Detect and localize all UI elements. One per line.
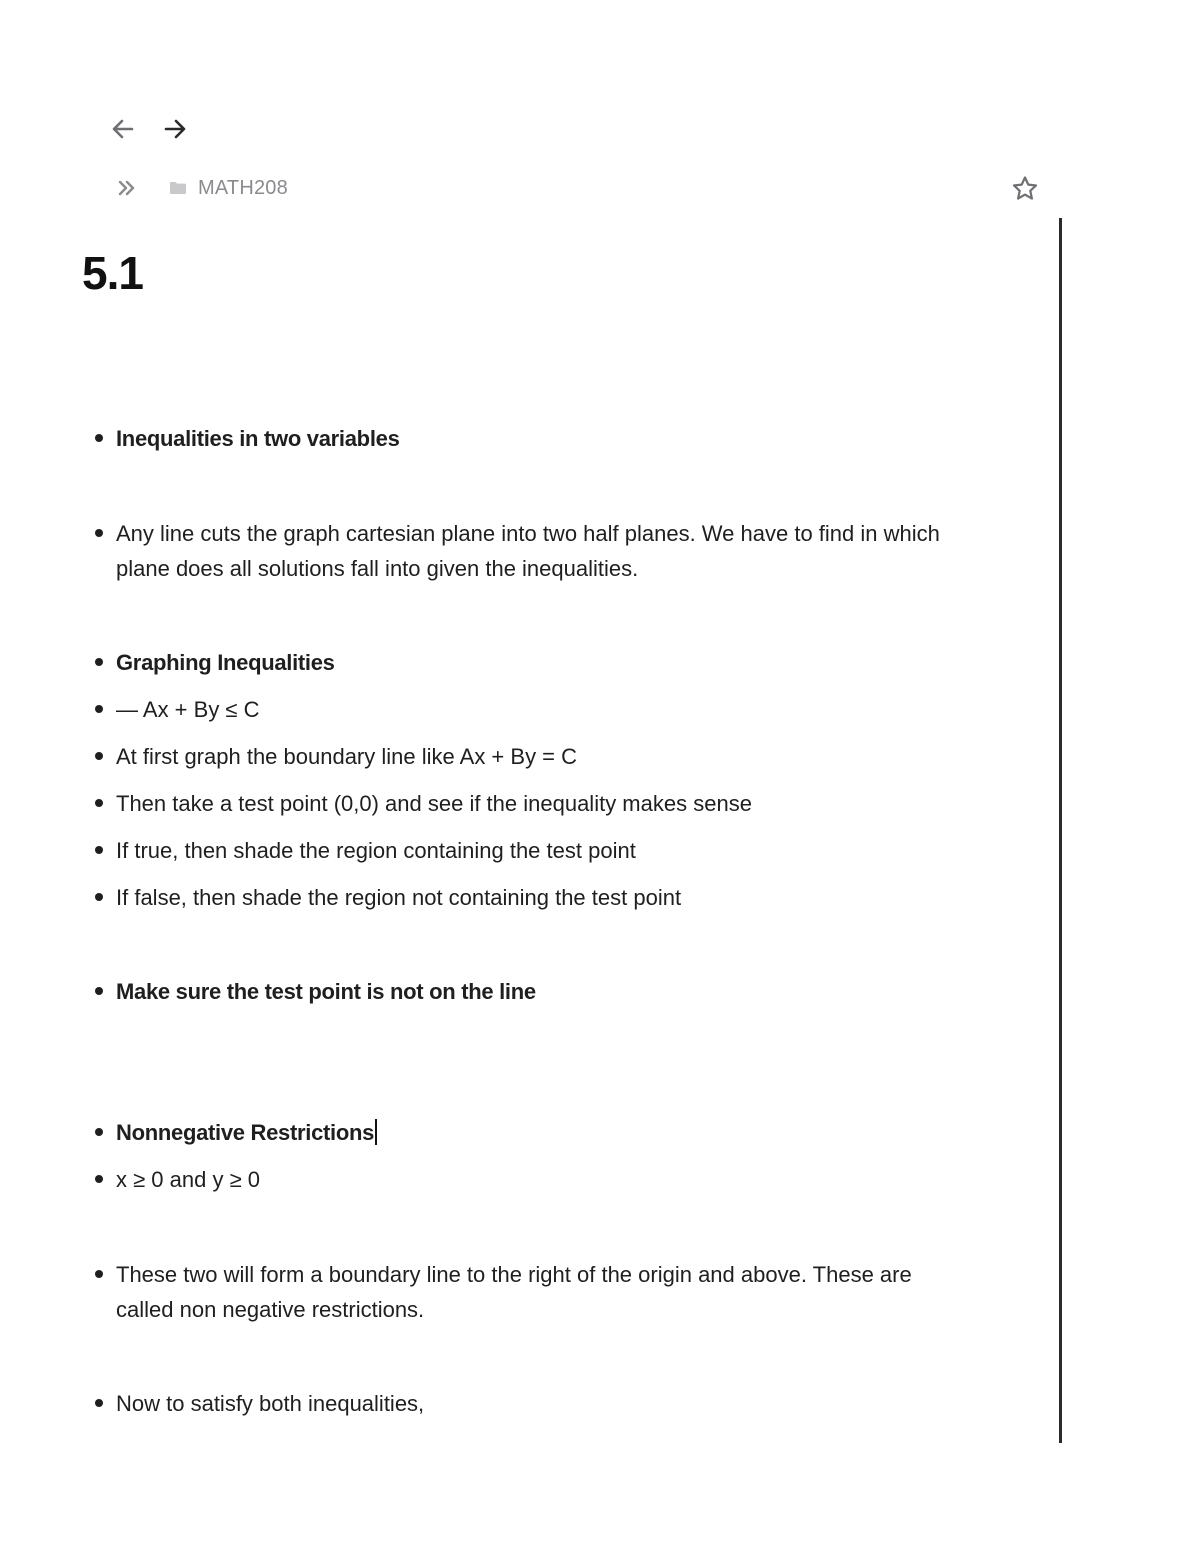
bullet-dot	[90, 645, 116, 680]
bullet-dot	[90, 516, 116, 586]
list-item[interactable]	[90, 645, 990, 680]
breadcrumb-folder-link[interactable]: MATH208	[198, 176, 288, 199]
sidebar-toggle-button[interactable]	[114, 175, 140, 201]
list-item[interactable]	[90, 974, 990, 1009]
history-nav	[108, 114, 190, 144]
list-item-text: x ≥ 0 and y ≥ 0	[116, 1167, 260, 1192]
breadcrumb	[114, 174, 288, 202]
list-item-text: Any line cuts the graph cartesian plane into two half planes. We have to find in which plane does all solutions fall into given the inequalities.	[116, 521, 946, 581]
back-button[interactable]	[108, 114, 138, 144]
list-item[interactable]	[90, 786, 990, 821]
text-cursor	[375, 1119, 377, 1145]
list-item-text: These two will form a boundary line to the right of the origin and above. These are called non negative restrictions.	[116, 1262, 918, 1322]
bullet-dot	[90, 833, 116, 868]
forward-button[interactable]	[160, 114, 190, 144]
bullet-dot	[90, 786, 116, 821]
list-item-text: Graphing Inequalities	[116, 650, 335, 675]
list-item[interactable]	[90, 1162, 990, 1197]
bullet-dot	[90, 1257, 116, 1327]
list-item[interactable]	[90, 880, 990, 915]
list-item-text: Then take a test point (0,0) and see if the inequality makes sense	[116, 791, 752, 816]
page-title[interactable]: 5.1	[82, 247, 143, 299]
bullet-dot	[90, 1386, 116, 1421]
list-item[interactable]	[90, 421, 990, 456]
bullet-dot	[90, 1162, 116, 1197]
bullet-dot	[90, 692, 116, 727]
bullet-dot	[90, 421, 116, 456]
star-icon	[1010, 174, 1040, 204]
list-item[interactable]	[90, 1257, 930, 1327]
list-item-text: If false, then shade the region not containing the test point	[116, 885, 682, 910]
folder-icon	[168, 178, 188, 198]
bullet-dot	[90, 739, 116, 774]
bullet-dot	[90, 880, 116, 915]
favorite-button[interactable]	[1008, 172, 1042, 206]
list-item-text: Make sure the test point is not on the line	[116, 979, 536, 1004]
list-item[interactable]	[90, 692, 990, 727]
list-item[interactable]	[90, 833, 990, 868]
list-item[interactable]	[90, 1115, 990, 1150]
list-item-text: — Ax + By ≤ C	[116, 697, 260, 722]
list-item-text: If true, then shade the region containing the test point	[116, 838, 636, 863]
list-item-text-content: Nonnegative Restrictions	[116, 1120, 375, 1145]
list-item[interactable]	[90, 1386, 990, 1421]
bullet-dot	[90, 974, 116, 1009]
list-item-text: At first graph the boundary line like Ax + By = C	[116, 744, 578, 769]
list-item-text: Inequalities in two variables	[116, 426, 400, 451]
arrow-left-icon	[109, 115, 137, 143]
list-item-text	[116, 1115, 990, 1150]
arrow-right-icon	[161, 115, 189, 143]
list-item[interactable]	[90, 516, 990, 586]
list-item-text: Now to satisfy both inequalities,	[116, 1391, 425, 1416]
list-item[interactable]	[90, 739, 990, 774]
double-chevron-right-icon	[116, 177, 138, 199]
scroll-divider	[1059, 218, 1062, 1443]
bullet-dot	[90, 1115, 116, 1150]
